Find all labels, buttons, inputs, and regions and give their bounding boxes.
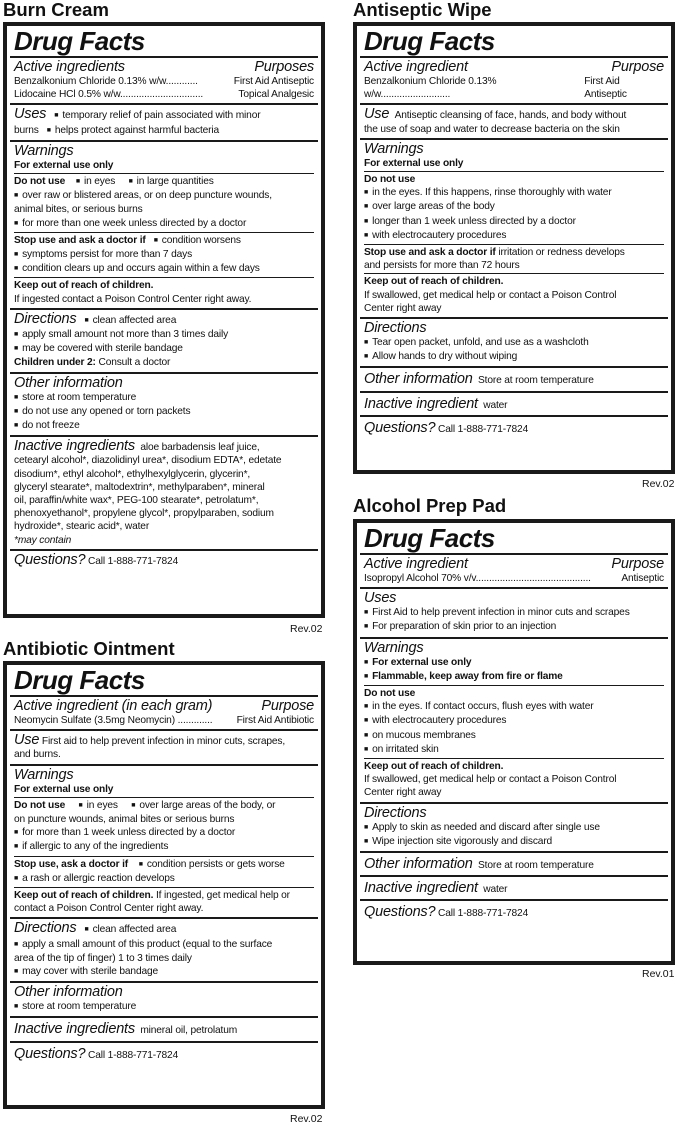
warning-item: ■ For external use only — [364, 656, 664, 670]
directions-item: ■ apply small amount not more than 3 times daily — [14, 328, 314, 342]
revision-label: Rev.02 — [642, 478, 675, 490]
inactive-ingredients-text: cetearyl alcohol*, diazolidinyl urea*, disodium EDTA*, edetate — [14, 455, 282, 467]
active-ingredients-section — [360, 555, 668, 589]
phone-number: Call 1-888-771-7824 — [88, 1049, 179, 1061]
ingredient-name: Benzalkonium Chloride 0.13% w/w............ — [14, 76, 198, 87]
ingredient-purpose: First Aid Antiseptic — [584, 76, 627, 101]
keep-out-text: If ingested contact a Poison Control Center right away. — [14, 293, 252, 305]
keep-out-text: If ingested, get medical help or — [155, 890, 290, 902]
other-information-text: Store at room temperature — [478, 860, 594, 872]
keep-out-text: If swallowed, get medical help or contact a Poison Control — [364, 289, 617, 301]
stop-use-text: and persists for more than 72 hours — [364, 260, 520, 272]
warnings-heading: Warnings — [14, 142, 74, 159]
burn-cream-panel — [3, 22, 325, 618]
active-ingredients-section — [10, 58, 318, 105]
other-information-heading: Other information — [364, 371, 473, 388]
questions-section — [360, 417, 668, 438]
inactive-ingredients-text: aloe barbadensis leaf juice, — [140, 442, 260, 454]
directions-item: ■ clean affected area — [85, 924, 177, 935]
antibiotic-ointment-panel — [3, 661, 325, 1109]
uses-item: ■ helps protect against harmful bacteria — [47, 125, 219, 136]
active-ingredients-section — [10, 697, 318, 731]
antiseptic-wipe-heading: Antiseptic Wipe — [353, 0, 492, 20]
do-not-use-heading: Do not use — [14, 176, 66, 188]
directions-heading: Directions — [14, 310, 77, 327]
do-not-use-item: ■ in eyes — [79, 800, 118, 811]
stop-use-text: irritation or redness develops — [498, 247, 625, 259]
do-not-use-item: ■ over large areas of the body, or — [131, 800, 275, 811]
do-not-use-item: ■ if allergic to any of the ingredients — [14, 840, 314, 854]
inactive-ingredients-text: glyceryl stearate*, maltodextrin*, methylparaben*, mineral — [14, 481, 265, 493]
ingredient-purpose: First Aid Antibiotic — [236, 715, 314, 726]
drug-facts-title: Drug Facts — [360, 523, 668, 555]
alcohol-prep-pad-panel — [353, 519, 675, 965]
inactive-ingredient-text: water — [483, 399, 508, 411]
inactive-ingredient-heading: Inactive ingredient — [364, 880, 478, 897]
other-information-heading: Other information — [364, 856, 473, 873]
directions-item: ■ Tear open packet, unfold, and use as a washcloth — [364, 336, 664, 350]
questions-heading: Questions? — [364, 904, 436, 921]
keep-out-heading: Keep out of reach of children. — [364, 758, 664, 773]
stop-use-heading: Stop use and ask a doctor if — [14, 234, 146, 246]
active-ingredient-heading: Active ingredient — [364, 59, 468, 75]
use-text: and burns. — [14, 749, 61, 761]
ingredient-name: Benzalkonium Chloride 0.13% w/w.......................... — [364, 76, 497, 101]
inactive-ingredients-text: hydroxide*, stearic acid*, water — [14, 521, 150, 533]
external-use-text: For external use only — [364, 157, 464, 169]
directions-heading: Directions — [364, 320, 427, 337]
revision-label: Rev.01 — [642, 968, 675, 980]
do-not-use-item: ■ in eyes — [76, 176, 115, 187]
purpose-heading: Purpose — [611, 556, 664, 572]
do-not-use-item: ■ in the eyes. If contact occurs, flush eyes with water — [364, 700, 664, 714]
keep-out-text: Center right away — [364, 787, 442, 799]
do-not-use-item: ■ over raw or blistered areas, or on deep puncture wounds, — [14, 189, 314, 203]
do-not-use-item: ■ on irritated skin — [364, 743, 664, 757]
questions-section — [360, 901, 668, 922]
inactive-ingredients-text: mineral oil, petrolatum — [140, 1025, 238, 1037]
inactive-ingredients-text: phenoxyethanol*, propylene glycol*, propylparaben, sodium — [14, 508, 274, 520]
antibiotic-ointment-heading: Antibiotic Ointment — [3, 638, 175, 659]
use-section — [360, 105, 668, 139]
do-not-use-heading: Do not use — [14, 799, 66, 811]
revision-label: Rev.02 — [290, 623, 323, 635]
other-information-section — [360, 368, 668, 392]
drug-facts-title: Drug Facts — [360, 26, 668, 58]
do-not-use-item: ■ with electrocautery procedures — [364, 229, 664, 243]
keep-out-heading: Keep out of reach of children. — [14, 277, 314, 292]
inactive-ingredients-heading: Inactive ingredients — [14, 438, 135, 455]
uses-item-cont: burns — [14, 124, 39, 136]
use-text: the use of soap and water to decrease bacteria on the skin — [364, 123, 620, 135]
other-information-item: ■ store at room temperature — [14, 391, 314, 405]
directions-item: ■ apply a small amount of this product (equal to the surface — [14, 938, 314, 952]
keep-out-text: contact a Poison Control Center right away. — [14, 903, 204, 915]
directions-item: ■ clean affected area — [85, 315, 177, 326]
questions-heading: Questions? — [364, 419, 436, 436]
other-information-section — [10, 983, 318, 1018]
antiseptic-wipe-panel — [353, 22, 675, 474]
other-information-heading: Other information — [14, 984, 123, 1001]
active-ingredients-heading: Active ingredients — [14, 59, 125, 75]
external-use-text: For external use only — [14, 783, 114, 795]
keep-out-text: Center right away — [364, 302, 442, 314]
uses-section — [360, 589, 668, 638]
ingredient-name: Isopropyl Alcohol 70% v/v........................................... — [364, 573, 591, 584]
ingredient-purpose: First Aid Antiseptic — [233, 76, 314, 87]
uses-heading: Uses — [14, 106, 47, 123]
keep-out-text: If swallowed, get medical help or contact a Poison Control — [364, 774, 617, 786]
directions-section — [10, 310, 318, 374]
purpose-heading: Purpose — [611, 59, 664, 75]
uses-item: ■ First Aid to help prevent infection in minor cuts and scrapes — [364, 606, 664, 620]
stop-use-item: ■ symptoms persist for more than 7 days — [14, 248, 314, 262]
other-information-heading: Other information — [14, 374, 123, 391]
inactive-ingredients-section — [10, 437, 318, 551]
directions-item: ■ may be covered with sterile bandage — [14, 342, 314, 356]
revision-label: Rev.02 — [290, 1113, 323, 1125]
other-information-section — [10, 374, 318, 438]
directions-item: ■ Apply to skin as needed and discard after single use — [364, 821, 664, 835]
uses-item: ■ temporary relief of pain associated with minor — [54, 110, 260, 121]
do-not-use-heading: Do not use — [364, 685, 664, 700]
active-ingredient-heading: Active ingredient (in each gram) — [14, 698, 213, 714]
other-information-section — [360, 853, 668, 877]
warnings-heading: Warnings — [14, 766, 74, 783]
other-information-item: ■ do not freeze — [14, 419, 314, 433]
do-not-use-item: ■ over large areas of the body — [364, 200, 664, 214]
directions-heading: Directions — [364, 804, 427, 821]
stop-use-item: ■ condition worsens — [154, 235, 241, 246]
other-information-item: ■ do not use any opened or torn packets — [14, 405, 314, 419]
do-not-use-item: ■ in large quantities — [129, 176, 214, 187]
directions-item-cont: area of the tip of finger) 1 to 3 times daily — [14, 952, 192, 964]
keep-out-heading: Keep out of reach of children. — [14, 890, 154, 902]
warnings-section — [360, 140, 668, 319]
inactive-ingredient-section — [360, 877, 668, 901]
warnings-section — [360, 639, 668, 804]
use-text: First aid to help prevent infection in minor cuts, scrapes, — [41, 736, 285, 748]
phone-number: Call 1-888-771-7824 — [88, 555, 179, 567]
do-not-use-item-cont: on puncture wounds, animal bites or serious burns — [14, 814, 235, 826]
ingredient-purpose: Antiseptic — [621, 573, 664, 584]
do-not-use-item: ■ longer than 1 week unless directed by a doctor — [364, 215, 664, 229]
uses-heading: Uses — [364, 590, 397, 607]
warning-item: ■ Flammable, keep away from fire or flame — [364, 670, 664, 684]
inactive-ingredients-section — [10, 1018, 318, 1042]
drug-facts-title: Drug Facts — [10, 26, 318, 58]
do-not-use-item: ■ with electrocautery procedures — [364, 714, 664, 728]
ingredient-name: Neomycin Sulfate (3.5mg Neomycin) ............. — [14, 715, 213, 726]
active-ingredient-heading: Active ingredient — [364, 556, 468, 572]
purposes-heading: Purposes — [254, 59, 314, 75]
questions-section — [10, 1043, 318, 1064]
do-not-use-item-cont: animal bites, or serious burns — [14, 204, 143, 216]
do-not-use-item: ■ for more than one week unless directed by a doctor — [14, 217, 314, 231]
directions-item: ■ Wipe injection site vigorously and discard — [364, 835, 664, 849]
other-information-item: ■ store at room temperature — [14, 1000, 314, 1014]
use-heading: Use — [14, 732, 40, 749]
keep-out-heading: Keep out of reach of children. — [364, 273, 664, 288]
warnings-section — [10, 142, 318, 310]
use-text: Antiseptic cleansing of face, hands, and body without — [394, 110, 627, 122]
inactive-ingredient-heading: Inactive ingredient — [364, 395, 478, 412]
questions-heading: Questions? — [14, 551, 86, 568]
do-not-use-item: ■ on mucous membranes — [364, 729, 664, 743]
burn-cream-heading: Burn Cream — [3, 0, 109, 20]
stop-use-item: ■ a rash or allergic reaction develops — [14, 872, 314, 886]
other-information-text: Store at room temperature — [478, 375, 594, 387]
inactive-ingredients-text: disodium*, ethyl alcohol*, ethylhexylglycerin, glycerin*, — [14, 468, 251, 480]
questions-section — [10, 551, 318, 570]
ingredient-name: Lidocaine HCl 0.5% w/w............................... — [14, 89, 204, 101]
external-use-text: For external use only — [14, 159, 114, 171]
inactive-ingredients-text: oil, paraffin/white wax*, PEG-100 stearate*, petrolatum*, — [14, 495, 259, 507]
children-text: Consult a doctor — [98, 357, 171, 369]
directions-heading: Directions — [14, 920, 77, 937]
directions-item: ■ may cover with sterile bandage — [14, 965, 314, 979]
stop-use-heading: Stop use, ask a doctor if — [14, 858, 128, 870]
warnings-heading: Warnings — [364, 639, 424, 656]
questions-heading: Questions? — [14, 1045, 86, 1062]
directions-section — [360, 804, 668, 853]
uses-section — [10, 105, 318, 141]
directions-section — [10, 919, 318, 983]
ingredient-purpose: Topical Analgesic — [238, 89, 314, 101]
warnings-section — [10, 766, 318, 920]
directions-item: ■ Allow hands to dry without wiping — [364, 350, 664, 364]
inactive-ingredients-heading: Inactive ingredients — [14, 1021, 135, 1038]
inactive-ingredient-text: water — [483, 884, 508, 896]
do-not-use-item: ■ for more than 1 week unless directed by a doctor — [14, 826, 314, 840]
phone-number: Call 1-888-771-7824 — [438, 908, 529, 920]
warnings-heading: Warnings — [364, 140, 424, 157]
use-heading: Use — [364, 106, 390, 123]
do-not-use-item: ■ in the eyes. If this happens, rinse thoroughly with water — [364, 186, 664, 200]
purpose-heading: Purpose — [261, 698, 314, 714]
active-ingredients-section — [360, 58, 668, 105]
use-section — [10, 731, 318, 765]
stop-use-item: ■ condition clears up and occurs again within a few days — [14, 262, 314, 276]
stop-use-item: ■ condition persists or gets worse — [139, 859, 285, 870]
uses-item: ■ For preparation of skin prior to an injection — [364, 620, 664, 634]
may-contain-note: *may contain — [14, 534, 72, 546]
phone-number: Call 1-888-771-7824 — [438, 423, 529, 435]
alcohol-prep-pad-heading: Alcohol Prep Pad — [353, 495, 507, 516]
directions-section — [360, 319, 668, 368]
do-not-use-heading: Do not use — [364, 171, 664, 186]
drug-facts-title: Drug Facts — [10, 665, 318, 697]
children-heading: Children under 2: — [14, 357, 96, 369]
inactive-ingredient-section — [360, 393, 668, 417]
stop-use-heading: Stop use and ask a doctor if — [364, 247, 496, 259]
